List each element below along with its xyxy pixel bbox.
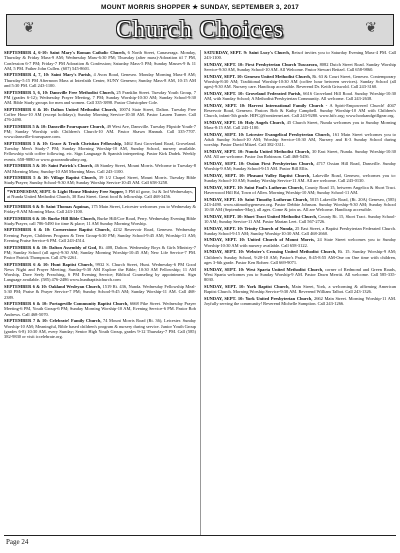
- listing-body: 4717 Ossian Hill Road, Dansville. Sunday Worship-9 AM; Sunday School-9:15 AM. Pastor Bill Ellis.: [204, 160, 396, 172]
- listing-body: 74 Mount Morris Road (Rt. 36), Leicester. Sunday Worship-10 AM; Meaningful, Bible based children's program & nursery during service. Junior Youth Group (grades 6-8) 10:30 AM, every Sunday; Senior High Youth Group, grades 9-12 Thursday-7 PM. Call (585) 382-9830 or visit iccelebrate.org.: [4, 318, 196, 340]
- listing-heading: SEPTEMBER 4, 6-10: Saint Mary's Roman Catholic Church,: [4, 50, 126, 55]
- listing-heading: SUNDAY, SEPT. 10: Short Tract United Methodist Church,: [204, 213, 318, 219]
- church-listing: [204, 120, 396, 131]
- listing-heading: SUNDAY, SEPT. 10: Webster's Crossing United Methodist Church,: [204, 249, 337, 255]
- church-listing: [204, 249, 396, 265]
- church-listing: [204, 296, 396, 307]
- church-listing: [204, 132, 396, 148]
- church-listing: [204, 74, 396, 90]
- listing-body: 6616 Groveland Hill Road. Sunday Worship-10:30 AM, with Sunday School; A Methodist/Presbyterian Community. All welcome. Call 243-2638.: [204, 90, 396, 102]
- listing-body: corner of Redmond and Green Roads, West Sparta welcomes you to Sunday Worship-9 AM. Pastor Dawn Merritt. All welcome. Call 585-335-8030.: [204, 266, 396, 282]
- church-listing: [4, 163, 196, 174]
- listing-body: 9932 S. Church Street, Hunt. Wednesday-6 PM Good News Night and Prayer Meeting; Sunday-9:30 AM Explore the Bible; 10:30 AM Fellowship; 11 AM Worship, Dave Seely Preaching, 6 PM Evening Service; Biblical Counseling by appointment. Sign Language available. (585) 476-2486 www.huntbaptistchurch.com: [4, 261, 196, 283]
- listing-heading: *WEDNESDAY, SEPT. 6: Light House Ministry Free Supper,: [7, 189, 124, 195]
- church-listing: [204, 91, 396, 102]
- church-listing: [4, 175, 196, 186]
- listing-heading: SUNDAY, SEPT. 10: United Church of Mount Morris,: [204, 237, 315, 243]
- church-listing: [4, 72, 196, 88]
- listing-heading: SEPTEMBER 5 & 10: Saint Patrick's Church,: [4, 163, 94, 169]
- church-listing: [204, 284, 396, 295]
- left-column: [4, 50, 196, 536]
- church-listing: [4, 141, 196, 162]
- church-listing: [204, 50, 396, 61]
- church-listing: [4, 227, 196, 243]
- listing-body: County Rt. 15, Short Tract. Sunday School-10 AM; Sunday Service-11 AM. Pastor Marian Leet. Call 567-2726.: [204, 213, 396, 224]
- listing-heading: SATURDAY, SEPT. 9: Saint Lucy's Church,: [204, 50, 290, 55]
- listing-heading: SUNDAY, SEPT. 10: Ossian First Presbyterian Church,: [204, 160, 315, 166]
- listing-heading: SUNDAY, SEPT. 10: Holy Angels Church,: [204, 119, 286, 125]
- listing-heading: SUNDAY, SEPT. 10: Nunda United Methodist Church,: [204, 148, 311, 154]
- listing-heading: SEPTEMBER 5, 6, 10: Dansville Free Methodist Church,: [4, 89, 115, 95]
- right-column: [204, 50, 396, 536]
- listing-heading: SEPTEMBER 4, 7, 10: Saint Mary's Parish,: [4, 72, 92, 78]
- church-listing: [4, 187, 196, 202]
- listing-heading: SEPTEMBER 6 & 10: Dalton Assembly of God,: [4, 244, 98, 250]
- listing-heading: SUNDAY, SEPT. 10: York United Presbyterian Church,: [204, 295, 313, 301]
- listing-body: 5 PM til gone, 1st & 3rd Wednesdays, at Nunda United Methodist Church, 30 East Street. Great food & fellowship. Call 468-3456.: [7, 189, 193, 200]
- listing-body: A Spirit-Empowered Church! 4047 Reservoir Road, Geneseo. Pastors Bob & Kathy Campbell. Sunday Worship-10 AM with Children's Church, infant-5th grade. HIFC@frontiernet.net. Call 243-9280. www.hifc.org; www.hookandgrillgear.org.: [204, 102, 396, 119]
- listing-heading: SUNDAY, SEPT. 10: Leicester Evangelical Presbyterian Church,: [204, 131, 331, 137]
- listing-heading: SUNDAY, SEPT. 10: West Sparta United Methodist Church,: [204, 266, 324, 272]
- church-listing: [4, 284, 196, 300]
- listing-body: Main Street, York, a welcoming & affirming American Baptist Church. Morning Worship Service-9:30 AM. Reverend William Talbot. Call 243-1326.: [204, 283, 396, 294]
- listing-body: 39 1/2 Chapel Street, Mount Morris. Tuesday Bible Study/Prayer; Sunday School-9:30 AM; Sunday Worship Service-10:45 AM. Call 658-3258.: [4, 175, 196, 186]
- listing-body: 161 Main Street welcomes you to Adult Sunday School-10 AM; Worship Service-10:30 AM, Nursery and K-3 Sunday School during worship. Pastor David Mitzel. Call 382-3311.: [204, 131, 396, 148]
- listing-heading: SEPTEMBER 6 & 10: Cornerstone Baptist Church,: [4, 227, 111, 233]
- listing-body: 25 East Street, a Baptist Presbyterian Federated Church. Sunday School-9:15 AM; Sunday Worship-10:30 AM. Call 468-2660.: [204, 225, 396, 236]
- listing-heading: SUNDAY, SEPT. 10: Trinity Church of Nunda,: [204, 225, 294, 231]
- left-ornament-icon: ❦: [23, 21, 35, 36]
- church-listing: [204, 185, 396, 196]
- listing-body: 10074 State Street, Dalton. Tuesday Free Coffee Hour-10 AM (except holidays); Sunday Morning Service-10:30 AM. Pastor Lauren Turner. Call 476-2490.: [4, 106, 196, 123]
- listing-body: 3462 East Groveland Road, Groveland. Tuesday Men's Study-7 PM; Sunday Morning Worship-10 AM, Sunday School, nursery available. Fellowship with coffee following, etc. Sign Language & Spanish interpreting. Pastor Kirk Dadek. Weekly events. 658-9880 or www.graceandtruthny.org.: [4, 140, 196, 162]
- listing-body: 6668 Pike Street. Wednesday Prayer Meeting-6 PM, Youth Group-6 PM; Sunday Morning Worship-10 AM, Evening Service-6 PM. Pastor Rob Andrews. Call 468-5070.: [4, 301, 196, 317]
- church-listing: [204, 237, 396, 248]
- listing-heading: SUNDAY, SEPT. 10: Groveland Federated Parish,: [204, 90, 302, 96]
- church-listing: [4, 204, 196, 215]
- page-number: Page 24: [6, 538, 29, 546]
- church-listing: [4, 107, 196, 123]
- church-listing: [4, 90, 196, 106]
- church-listing: [4, 262, 196, 283]
- listing-heading: SUNDAY, SEPT. 10: York Baptist Church,: [204, 283, 290, 289]
- church-listing: [204, 161, 396, 172]
- listing-body: 46 Stanley Street, Mount Morris. Welcome to Tuesday-8 AM Morning Mass; Sunday-10 AM Morning Mass. Call 243-1100.: [4, 163, 196, 174]
- listing-body: 8082 Dutch Street Road. Sunday Worship Service-9:30 AM, Sunday School-10 AM. All Welcome. Pastor Stewart Beitzel. Call 658-9860.: [204, 61, 396, 73]
- church-listing: [204, 103, 396, 119]
- church-listing: [204, 173, 396, 184]
- listing-body: Retsof invites you to Saturday Evening Mass-4 PM. Call 243-1100.: [204, 50, 396, 61]
- listing-heading: SUNDAY, SEPT. 10: Saint Timothy Lutheran Church,: [204, 196, 309, 202]
- listing-body: 1519 Rt. 436, Nunda. Wednesday Fellowship Meal-5:30 PM; Praise & Prayer Service-7 PM; Sunday School-9:45 AM; Sunday Worship-11 AM. Call 468-2389.: [4, 284, 196, 300]
- listing-body: 49 West Ave, Dansville. Tuesday Flipside Youth-7 PM; Sunday Worship with Children's Church-10 AM. Pastor Shawn Hannah. Call 335-7707. www.dansville-foursquare.com.: [4, 123, 196, 140]
- listing-body: 4 Avon Road, Geneseo. Monday Morning Mass-8 AM; Thursday-5:15 PM Afternoon Mass at Interfaith Center, SUNY Geneseo; Sunday Mass-8 AM, 10:15 AM and 5:30 PM. Call 243-1100.: [4, 72, 196, 88]
- church-listing: [204, 62, 396, 73]
- church-listing: [4, 50, 196, 71]
- listing-heading: SEPTEMBER 6 & 10: Hunt Baptist Church,: [4, 261, 94, 267]
- listing-body: 25 Franklin Street. Tuesday Youth Group, 7 PM (grades 6-12); Wednesday Prayer Meeting, 7 PM; Sunday Worship-10:30 AM; Sunday School-9:30 AM. Bible Study groups for men and women. Call 335-3898. Pastor Christopher Cole.: [4, 89, 196, 106]
- church-listing: [204, 226, 396, 237]
- listing-body: Rt. 15. Sunday Worship-9 AM; Children's Sunday School, 9:20-10 AM; Pastor's Praise, 8:45-8:55 AM-One on One time with children, ages 3-6th grade. Pastor Ken Rohrer. Call 669-9071.: [204, 249, 396, 265]
- listing-heading: SEPTEMBER 6 & 8: Saint Thomas Aquinas,: [4, 203, 90, 209]
- listing-heading: SEPTEMBER 6 & 10: Oakland Wesleyan Church,: [4, 284, 102, 290]
- listing-body: 30 East Street, Nunda. Sunday Worship-10:30 AM. All are welcome. Pastor Jan Robinson. Call 468-5456.: [204, 148, 396, 160]
- church-listing: [204, 267, 396, 283]
- listing-heading: SEPTEMBER 7 & 10: Celebrate! Family Church,: [4, 318, 102, 324]
- listing-heading: SEPTEMBER 6 & 10: Dalton United Methodist Church,: [4, 106, 118, 112]
- listing-body: 4232 Reservoir Road, Geneseo. Wednesday Evening Prayer, Childrens Program & Teen Group-6:30 PM; Sunday School-9:45 AM; Worship-11 AM; Evening Praise Service-6 PM. Call 243-4514.: [4, 227, 196, 243]
- listing-heading: SEPTEMBER 5 & 10: Grace & Truth Christian Fellowship,: [4, 140, 123, 146]
- listing-heading: SEPTEMBER 6 & 10: Portageville Community Baptist Church,: [4, 301, 129, 307]
- listing-heading: SEPTEMBER 6 & 10: Burke Hill Bible Church,: [4, 215, 96, 221]
- church-listing: [204, 197, 396, 213]
- listing-heading: SEPTEMBER 5 & 10: Village Baptist Church,: [4, 175, 97, 181]
- church-listing: [204, 149, 396, 160]
- listing-body: Rt. 408, Dalton. Wednesday Boys & Girls Ministry-7 PM; Sunday School (all ages)-9:30 AM; Sunday Morning Worship-10:45 AM; New Life Service-7 PM. Pastor Patrick Thompson. Call 476-2261.: [4, 244, 196, 261]
- listing-heading: SUNDAY, SEPT. 10: Saint Paul's Lutheran Church,: [204, 184, 304, 190]
- listing-body: Rt. 63 & Court Street, Geneseo. Contemporary Worship-8:30 AM; Traditional Worship-10:30 AM (coffee hour between services). Sunday School (all ages)-9:30 AM. Nursery care. Handicap accessible. Reverend Dr. Keith Griswold. Call 243-3160.: [204, 73, 396, 90]
- church-listing: [4, 318, 196, 339]
- running-head: MOUNT MORRIS SHOPPER ★ SUNDAY, SEPTEMBER 3, 2017: [101, 4, 299, 11]
- listing-heading: SUNDAY, SEPT. 10: Harvest International Family Church -: [204, 102, 328, 108]
- listing-heading: SUNDAY, SEPT. 10: Geneseo United Methodist Church,: [204, 73, 312, 79]
- listing-body: 5015 Lakeville Road, (Rt. 20A) Geneseo, (585) 243-4490. www.sttimothygeneseo.org. Pastor Debbie Johnson. Sunday Worship-9:30 AM; Sunday School 10:30 AM (September-May), all ages. Come & join us. All are Welcome. Handicap accessible.: [204, 196, 396, 213]
- church-listing: [204, 214, 396, 225]
- listing-body: 24 State Street welcomes you to Sunday Worship-10:30 AM with nursery available. Call 658-3122.: [204, 237, 396, 248]
- banner-title: Church Choices: [116, 17, 284, 43]
- church-listing: [4, 245, 196, 261]
- listing-body: 2662 Main Street. Morning Worship-11 AM. Joyfully serving the community! Reverend Michelle Sumption. Call 243-1266.: [204, 295, 396, 306]
- listing-heading: SUNDAY, SEPT. 10: First Presbyterian Church Tuscarora,: [204, 61, 319, 67]
- listing-body: Lakeville Road, Geneseo, welcomes you to: Sunday School-10 AM; Sunday Worship Service-11 AM. All are welcome. Call 243-0130.: [204, 172, 396, 184]
- listing-body: 175 Main Street, Leicester welcomes you to Wednesday & Friday-8 AM Morning Mass. Call 243-1100.: [4, 203, 196, 214]
- listing-body: 6 North Street, Canaseraga. Monday, Thursday & Friday Mass-9 AM; Wednesday Mass-6:30 PM; Thursday (after mass)-Adoration til 7 PM, Confession 6-7 PM; Friday-7 PM Adoration & Confession; Saturday Mass-5 PM; Sunday Masses-9 & 11 AM, 5 PM. Father John Cullen. (607) 545-8601.: [4, 50, 196, 71]
- church-listing: [4, 216, 196, 227]
- listing-heading: SUNDAY, SEPT. 10: Pleasant Valley Baptist Church,: [204, 172, 311, 178]
- right-ornament-icon: ❦: [365, 21, 377, 36]
- footer-rule: [4, 535, 396, 536]
- section-banner: [6, 14, 394, 46]
- church-listing: [4, 124, 196, 140]
- church-listing: [4, 301, 196, 317]
- listing-heading: SEPTEMBER 5 & 10: Dansville Foursquare Church,: [4, 123, 106, 129]
- listing-body: Burke Hill/Coe Road, Perry. Wednesday Evening Bible Study/Prayer, call 786-5490 for time & place; 11 AM Sunday Morning Worship.: [4, 215, 196, 226]
- listing-body: County Road 15, between Angelica & Short Tract. Haverwood Hill Rd, Town of Allen. Morning Worship-10 AM; Sunday School-11 AM.: [204, 184, 396, 195]
- listing-body: 45 Church Street, Nunda welcomes you to Sunday Morning Mass-8:15 AM. Call 243-1100.: [204, 119, 396, 131]
- column-divider: [200, 50, 201, 536]
